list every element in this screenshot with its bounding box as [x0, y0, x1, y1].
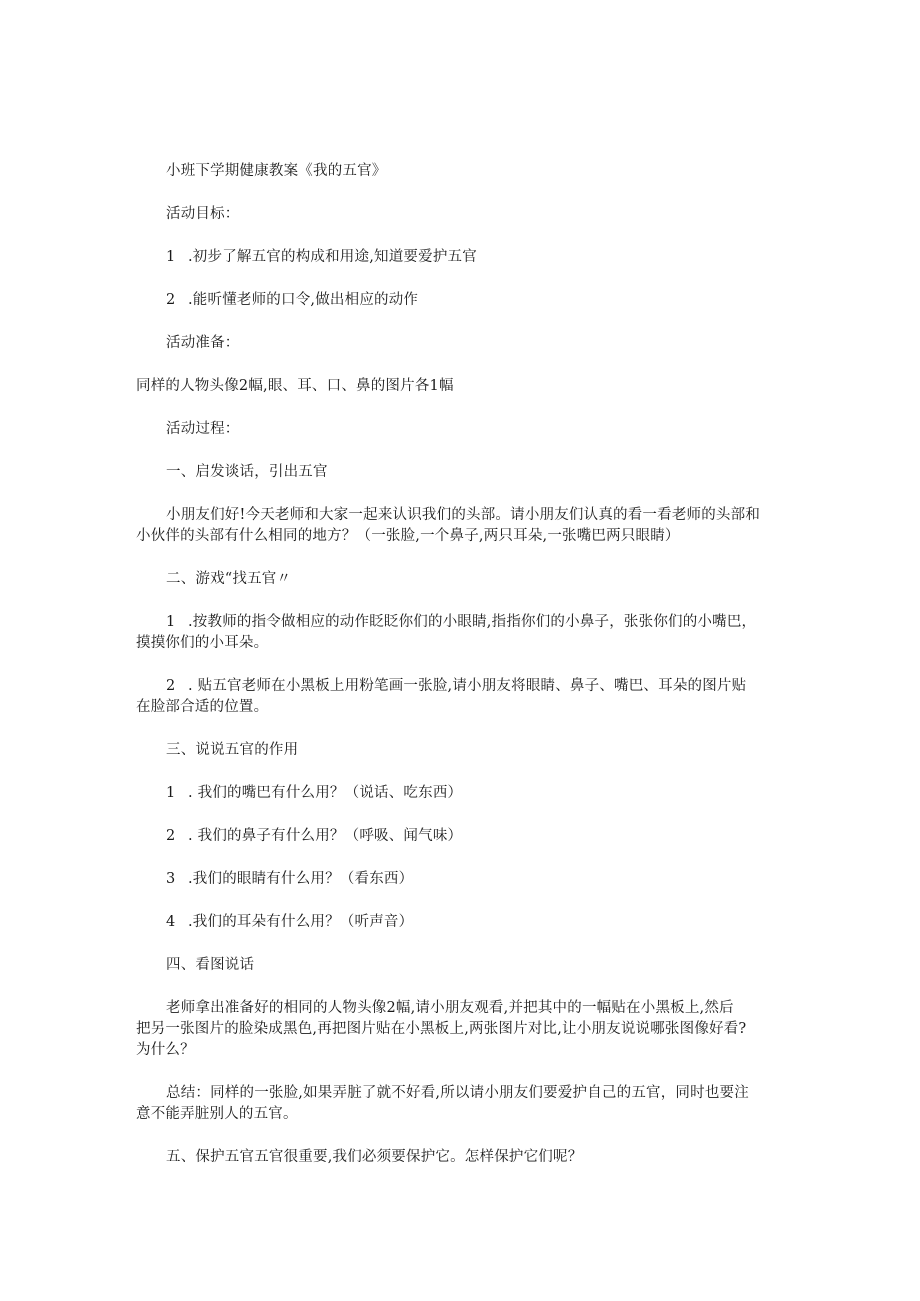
section-3-heading: 三、说说五官的作用: [166, 742, 299, 758]
section-3-item: [166, 783, 462, 803]
section-3-item: [166, 826, 462, 846]
summary-line: 总结：同样的一张脸,如果弄脏了就不好看,所以请小朋友们要爱护自己的五官，同时也要注: [166, 1085, 749, 1101]
section-3-item-number: 4: [166, 914, 176, 930]
section-3-item-text: . 我们的嘴巴有什么用？（说话、吃东西）: [188, 785, 463, 801]
section-3-item: [166, 869, 413, 889]
section-4-paragraph-line: 为什么？: [136, 1042, 195, 1058]
section-2-item-number: 1: [166, 614, 176, 630]
section-4-paragraph-line: 老师拿出准备好的相同的人物头像2幅,请小朋友观看,并把其中的一幅贴在小黑板上,然后: [166, 1000, 734, 1016]
section-2-item-line: 在脸部合适的位置。: [136, 699, 269, 715]
section-4-paragraph-line: 把另一张图片的脸染成黑色,再把图片贴在小黑板上,两张图片对比,让小朋友说说哪张图像好看?: [136, 1021, 747, 1037]
prep-text: 同样的人物头像2幅,眼、耳、口、鼻的图片各1幅: [136, 378, 454, 394]
section-2-item-line: [166, 612, 756, 632]
goal-item-text: .能听懂老师的口令,做出相应的动作: [188, 292, 419, 308]
goal-item: [166, 290, 418, 310]
section-5-heading: 五、保护五官五官很重要,我们必须要保护它。怎样保护它们呢？: [166, 1149, 583, 1165]
goal-item-number: 2: [166, 292, 176, 308]
section-3-item-number: 2: [166, 828, 176, 844]
summary-line: 意不能弄脏别人的五官。: [136, 1106, 298, 1122]
section-3-item-number: 3: [166, 871, 176, 887]
section-2-item-text: . 贴五官老师在小黑板上用粉笔画一张脸,请小朋友将眼睛、鼻子、嘴巴、耳朵的图片贴: [188, 678, 747, 694]
section-3-item-text: .我们的眼睛有什么用？（看东西）: [188, 871, 414, 887]
goal-item: [166, 247, 477, 267]
section-2-item-text: .按教师的指令做相应的动作眨眨你们的小眼睛,指指你们的小鼻子，张张你们的小嘴巴，: [188, 614, 757, 630]
doc-title: 小班下学期健康教案《我的五官》: [166, 163, 387, 179]
section-1-heading: 一、启发谈话，引出五官: [166, 464, 328, 480]
section-3-item-number: 1: [166, 785, 176, 801]
section-2-item-line: [166, 676, 746, 696]
section-2-item-line: 摸摸你们的小耳朵。: [136, 635, 269, 651]
goal-heading: 活动目标：: [166, 206, 240, 222]
section-3-item: [166, 912, 413, 932]
goal-item-text: .初步了解五官的构成和用途,知道要爱护五官: [188, 249, 477, 265]
goal-item-number: 1: [166, 249, 176, 265]
section-3-item-text: . 我们的鼻子有什么用？（呼吸、闻气味）: [188, 828, 463, 844]
process-heading: 活动过程：: [166, 421, 240, 437]
section-2-item-number: 2: [166, 678, 176, 694]
section-2-heading: 二、游戏“找五官〃: [166, 571, 292, 587]
section-1-paragraph-line: 小伙伴的头部有什么相同的地方？（一张脸,一个鼻子,两只耳朵,一张嘴巴两只眼睛）: [136, 528, 680, 544]
prep-heading: 活动准备：: [166, 335, 240, 351]
section-1-paragraph-line: 小朋友们好!今天老师和大家一起来认识我们的头部。请小朋友们认真的看一看老师的头部和: [166, 507, 761, 523]
section-4-heading: 四、看图说话: [166, 957, 255, 973]
section-3-item-text: .我们的耳朵有什么用？（听声音）: [188, 914, 414, 930]
